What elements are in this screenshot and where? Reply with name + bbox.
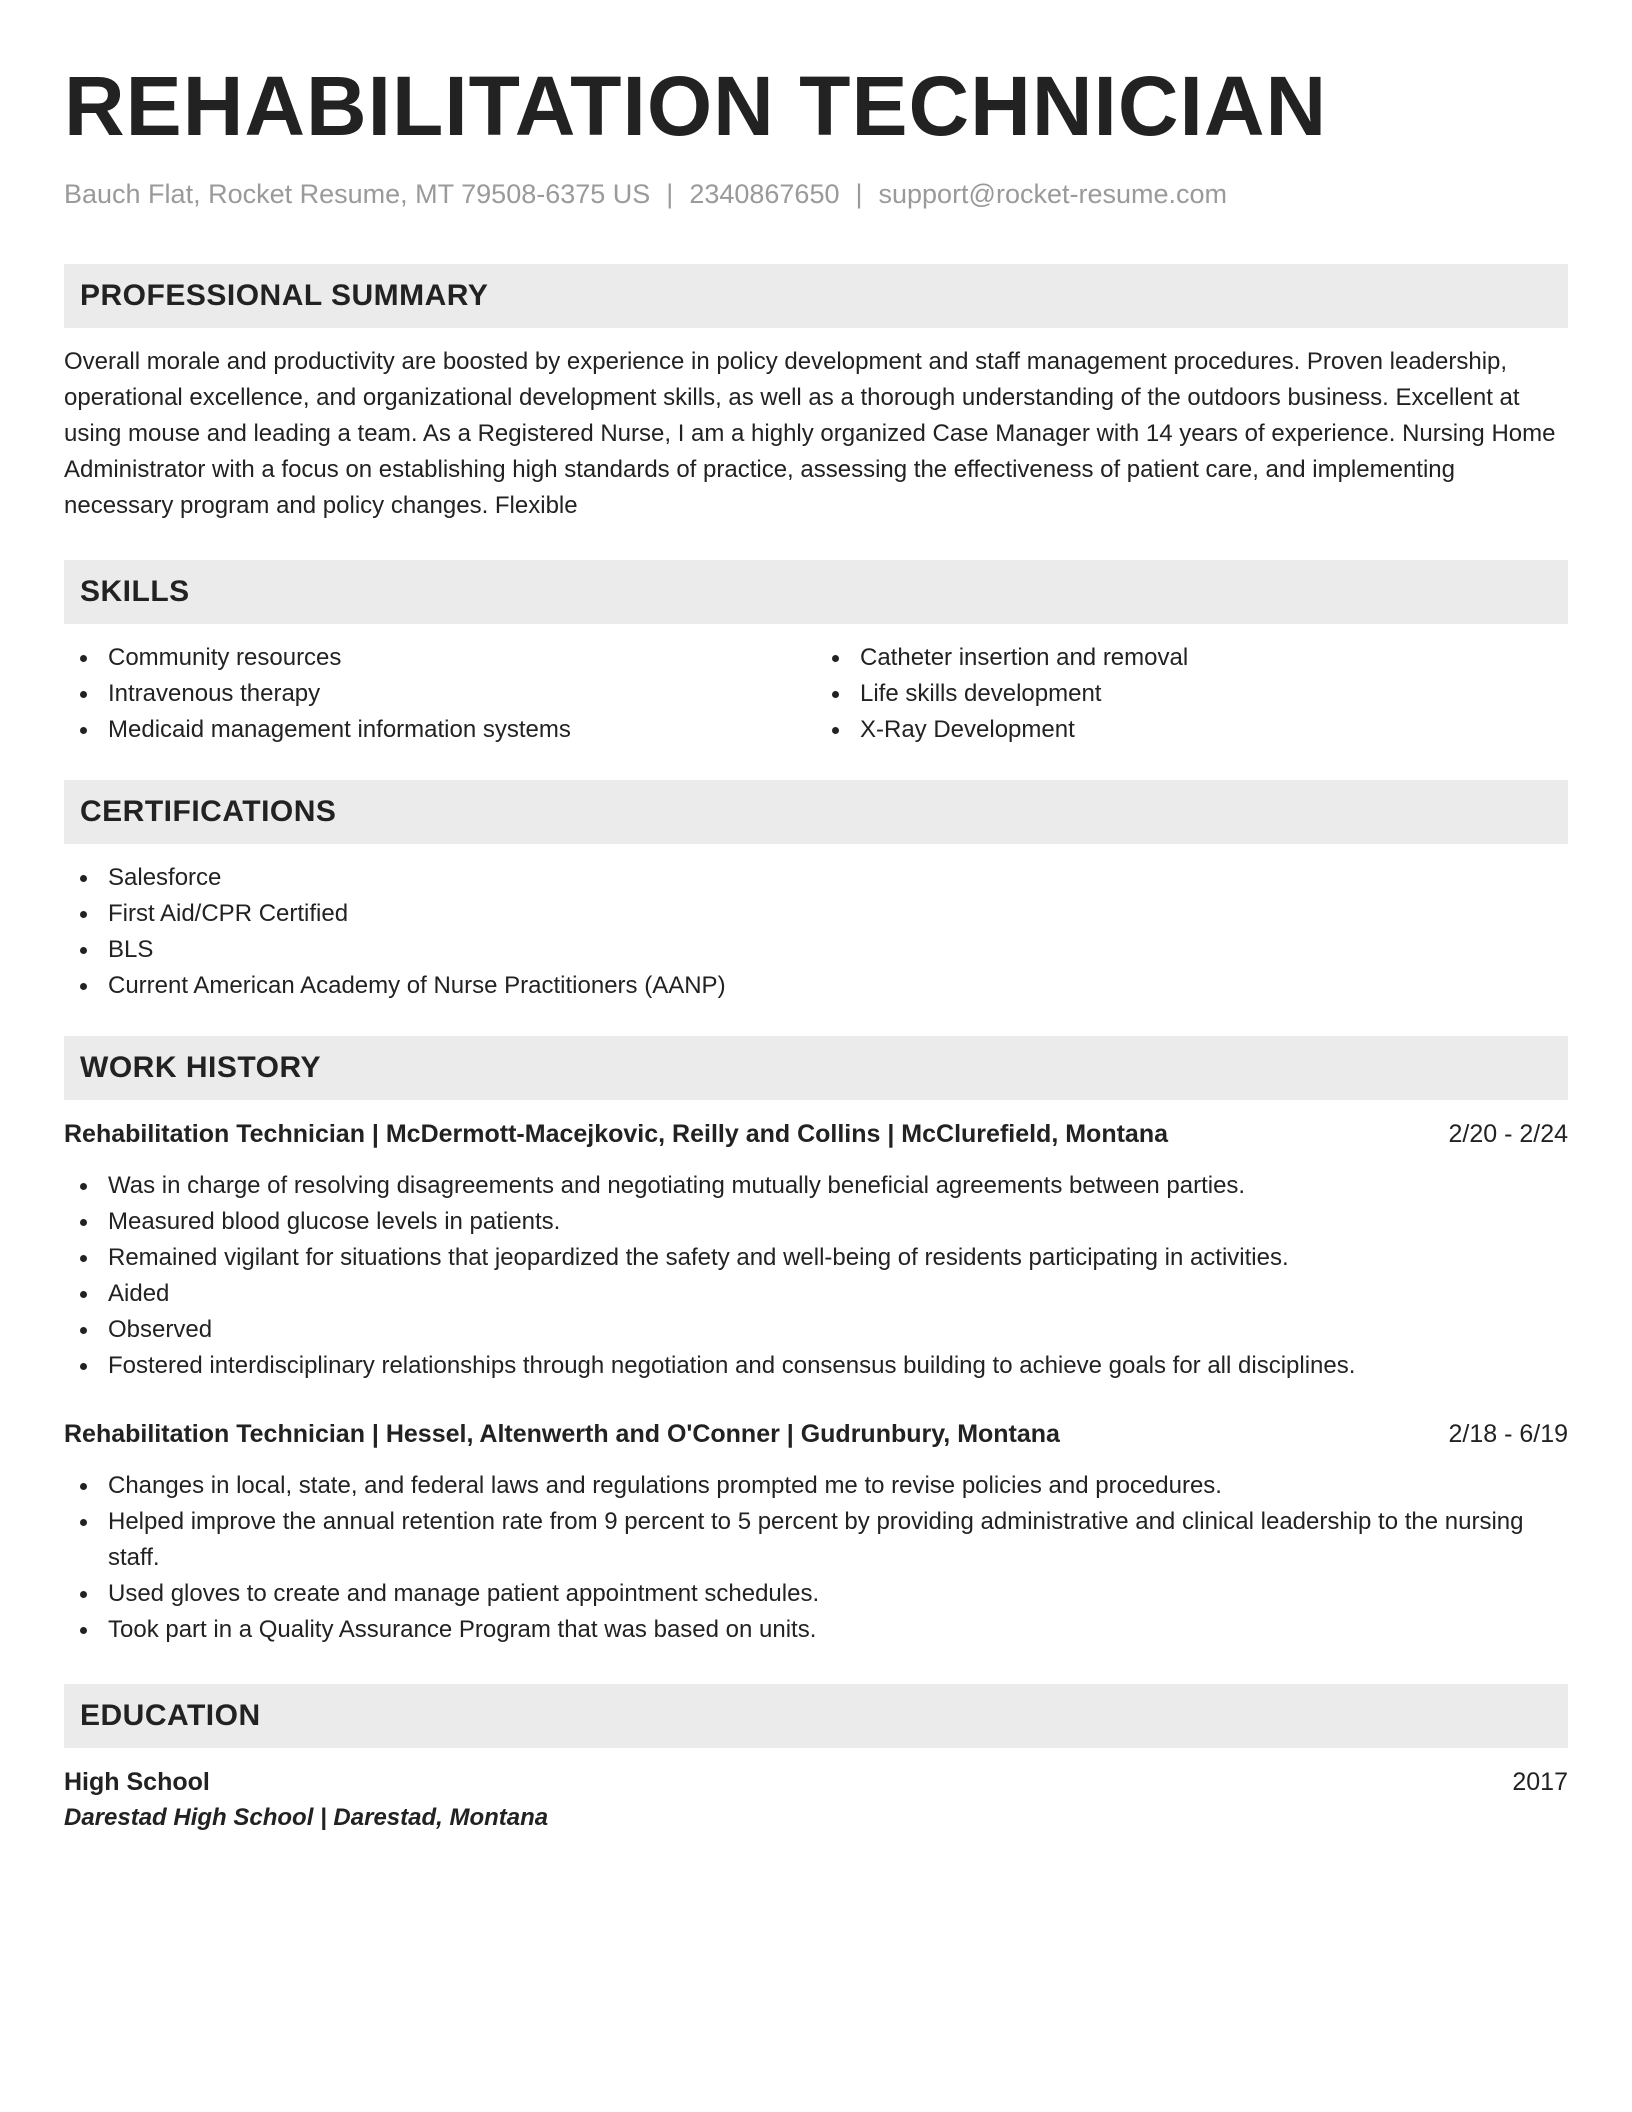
certification-item: Salesforce — [64, 860, 1568, 896]
job-bullet: Measured blood glucose levels in patients. — [64, 1204, 1568, 1240]
certification-item: BLS — [64, 932, 1568, 968]
job-title: Rehabilitation Technician | McDermott-Macejkovic, Reilly and Collins | McClurefield, Montana — [64, 1120, 1168, 1148]
section-header-certifications: CERTIFICATIONS — [64, 780, 1568, 844]
skill-item: Intravenous therapy — [64, 676, 816, 712]
skill-item: X-Ray Development — [816, 712, 1568, 748]
job-bullet: Changes in local, state, and federal laws and regulations prompted me to revise policies and procedures. — [64, 1468, 1568, 1504]
job-entry — [64, 1416, 1568, 1648]
contact-phone: 2340867650 — [689, 179, 840, 209]
job-bullet: Was in charge of resolving disagreements and negotiating mutually beneficial agreements between parties. — [64, 1168, 1568, 1204]
education-year: 2017 — [1512, 1768, 1568, 1796]
job-bullet: Observed — [64, 1312, 1568, 1348]
skills-list-left — [64, 640, 816, 748]
summary-text: Overall morale and productivity are boosted by experience in policy development and staff management procedures. Proven leadership, operational excellence, and organizational development skills, as well as a thorough understanding of the outdoors business. Excellent at using mouse and leading a team. As a Registered Nurse, I am a highly organized Case Manager with 14 years of experience. Nursing Home Administrator with a focus on establishing high standards of practice, assessing the effectiveness of patient care, and implementing necessary program and policy changes. Flexible — [64, 348, 1556, 519]
contact-line — [64, 176, 1568, 212]
job-dates: 2/20 - 2/24 — [1448, 1120, 1568, 1148]
section-header-work-history: WORK HISTORY — [64, 1036, 1568, 1100]
contact-address: Bauch Flat, Rocket Resume, MT 79508-6375 US — [64, 179, 651, 209]
job-bullet: Fostered interdisciplinary relationships through negotiation and consensus building to achieve goals for all disciplines. — [64, 1348, 1568, 1384]
candidate-name: REHABILITATION TECHNICIAN — [64, 59, 1328, 153]
job-bullets — [64, 1168, 1568, 1384]
job-dates: 2/18 - 6/19 — [1448, 1420, 1568, 1448]
certifications-list — [64, 860, 1568, 1004]
job-title: Rehabilitation Technician | Hessel, Altenwerth and O'Conner | Gudrunbury, Montana — [64, 1420, 1060, 1448]
certification-item: First Aid/CPR Certified — [64, 896, 1568, 932]
skills-grid — [64, 640, 1568, 748]
skill-item: Community resources — [64, 640, 816, 676]
education-school: Darestad High School | Darestad, Montana — [64, 1804, 549, 1831]
job-bullet: Helped improve the annual retention rate from 9 percent to 5 percent by providing administrative and clinical leadership to the nursing staff. — [64, 1504, 1568, 1576]
skills-column-left — [64, 640, 816, 748]
skill-item: Medicaid management information systems — [64, 712, 816, 748]
section-header-summary: PROFESSIONAL SUMMARY — [64, 264, 1568, 328]
skills-column-right — [816, 640, 1568, 748]
contact-email[interactable]: support@rocket-resume.com — [878, 179, 1228, 209]
job-header — [64, 1116, 1568, 1152]
job-bullet: Aided — [64, 1276, 1568, 1312]
job-bullet: Used gloves to create and manage patient appointment schedules. — [64, 1576, 1568, 1612]
section-header-education: EDUCATION — [64, 1684, 1568, 1748]
education-header — [64, 1764, 1568, 1800]
skills-list-right — [816, 640, 1568, 748]
skill-item: Catheter insertion and removal — [816, 640, 1568, 676]
job-bullet: Took part in a Quality Assurance Program that was based on units. — [64, 1612, 1568, 1648]
job-header — [64, 1416, 1568, 1452]
job-bullets — [64, 1468, 1568, 1648]
certification-item: Current American Academy of Nurse Practitioners (AANP) — [64, 968, 1568, 1004]
education-degree: High School — [64, 1768, 210, 1796]
job-bullet: Remained vigilant for situations that jeopardized the safety and well-being of residents participating in activities. — [64, 1240, 1568, 1276]
contact-separator: | — [855, 179, 863, 209]
section-header-skills: SKILLS — [64, 560, 1568, 624]
contact-separator: | — [666, 179, 674, 209]
skill-item: Life skills development — [816, 676, 1568, 712]
job-entry — [64, 1116, 1568, 1384]
